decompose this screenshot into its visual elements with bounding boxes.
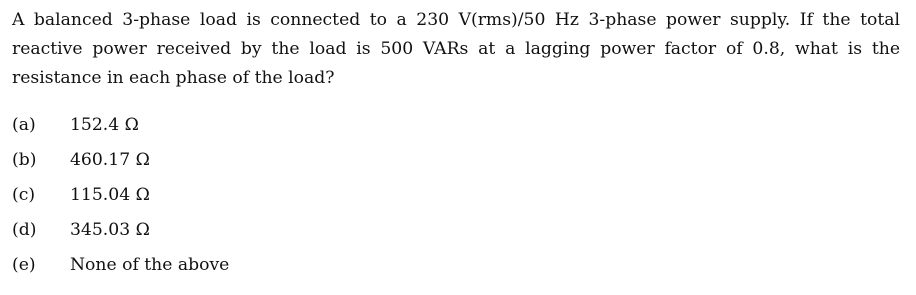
option-text: None of the above [70, 255, 230, 275]
answer-options [12, 108, 229, 283]
option-text: 115.04 Ω [70, 185, 150, 205]
option-text: 345.03 Ω [70, 220, 150, 240]
option-label: (b) [12, 150, 37, 170]
option-text: 460.17 Ω [70, 150, 150, 170]
option-c [12, 178, 229, 213]
option-label: (e) [12, 255, 36, 275]
option-text: 152.4 Ω [70, 115, 139, 135]
option-d [12, 213, 229, 248]
question-text: A balanced 3-phase load is connected to a 230 V(rms)/50 Hz 3-phase power supply. If the total reactive power received by the load is 500 VARs at a lagging power factor of 0.8, what is the resistance in each phase of the load? [12, 10, 900, 88]
option-label: (d) [12, 220, 37, 240]
option-b [12, 143, 229, 178]
option-label: (c) [12, 185, 36, 205]
option-label: (a) [12, 115, 36, 135]
option-a [12, 108, 229, 143]
option-e [12, 248, 229, 283]
